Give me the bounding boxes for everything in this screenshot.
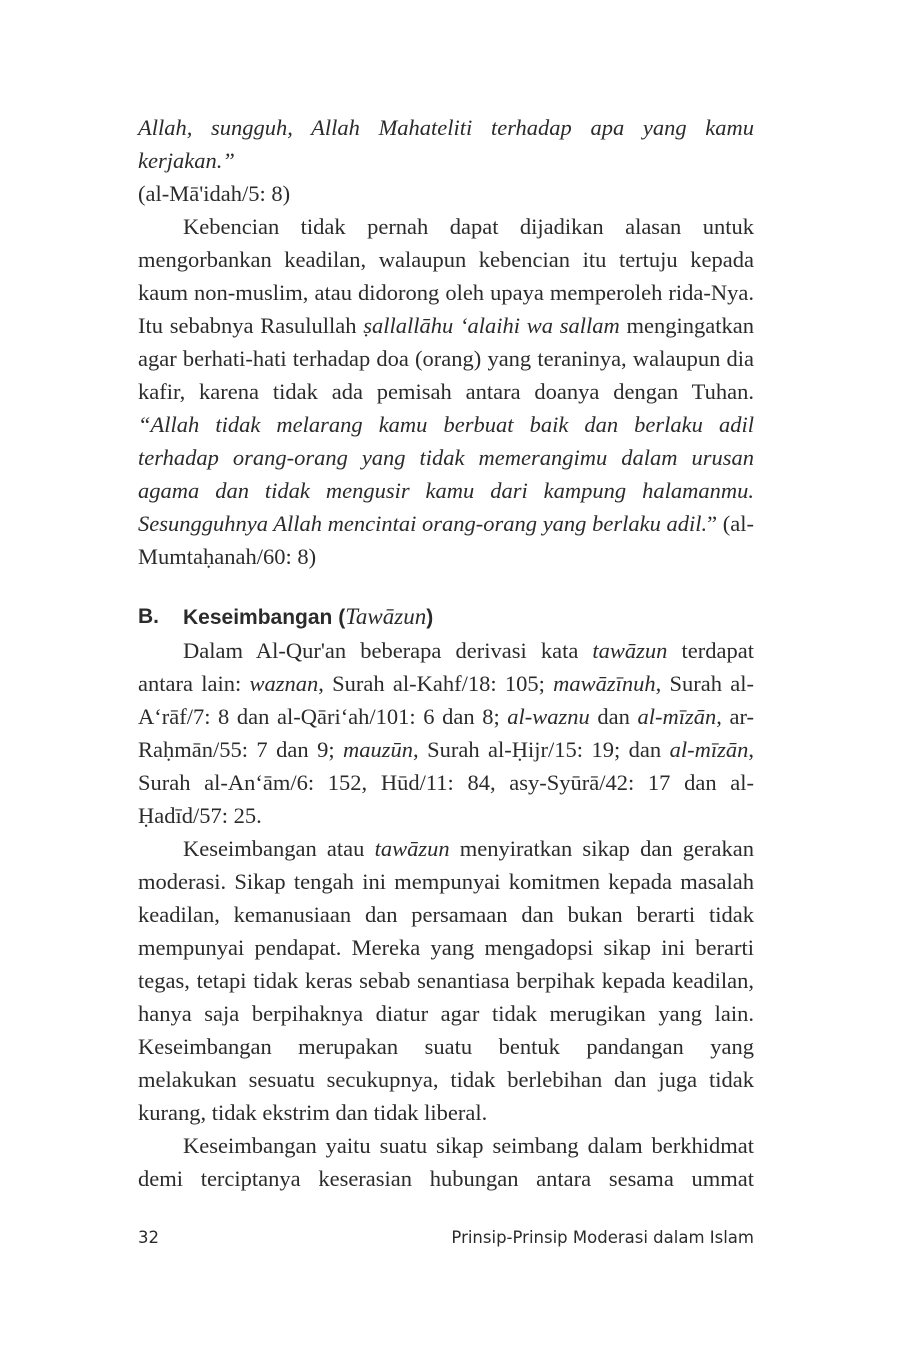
paragraph-quote-end [138,111,754,210]
paragraph-keseimbangan [138,1129,754,1195]
text-run: , ar-Raḥmān/55: 7 dan 9; [138,704,754,762]
italic-run: al-mīzān [669,737,749,762]
italic-quote: “Allah tidak melarang kamu berbuat baik dan berlaku adil terhadap orang-orang yang tidak memerangimu dalam urusan agama dan tidak mengusir kamu dari kampung halamanmu. Sesungguhnya Allah mencintai orang-orang yang berlaku adil. [138,412,754,536]
body-text [138,111,754,1195]
italic-run: al-waznu [507,704,590,729]
italic-run: waznan [249,671,319,696]
text-run: menyiratkan sikap dan gerakan moderasi. Sikap tengah ini mempunyai komitmen kepada masalah keadilan, kemanusiaan dan persamaan dan bukan berarti tidak mempunyai pendapat. Mereka yang mengadopsi sikap ini berarti tegas, tetapi tidak keras sebab senantiasa berpihak kepada keadilan, hanya saja berpihaknya diatur agar tidak merugikan yang lain. Keseimbangan merupakan suatu bentuk pandangan yang melakukan sesuatu secukupnya, tidak berlebihan dan juga tidak kurang, tidak ekstrim dan tidak liberal. [138,836,755,1125]
section-title-text: Keseimbangan ( [183,606,346,629]
text-run: Dalam Al-Qur'an beberapa derivasi kata [183,638,593,663]
paragraph-kebencian [138,210,754,573]
italic-run: ṣallallāhu ‘alaihi wa sallam [363,313,620,338]
text-run: , Surah al-An‘ām/6: 152, Hūd/11: 84, asy-Syūrā/42: 17 dan al-Ḥadīd/57: 25. [138,737,754,828]
text-run: mengingatkan agar berhati-hati terhadap doa (orang) yang teraninya, walaupun dia kafir, karena tidak ada pemisah antara doanya dengan Tuhan. [138,313,755,404]
section-title-close: ) [426,606,434,629]
section-title-italic: Tawāzun [345,604,427,629]
section-number: B. [138,605,159,628]
text-run: terdapat antara lain: [138,638,754,696]
page-footer [138,1225,754,1249]
text-run: Keseimbangan atau [183,836,375,861]
quote-reference: (al-Mā'idah/5: 8) [138,181,291,206]
italic-run: mawāzīnuh [553,671,656,696]
text-run: , Surah al-Kahf/18: 105; [318,671,554,696]
text-run: dan [589,704,638,729]
text-run: , Surah al-A‘rāf/7: 8 dan al-Qāri‘ah/101: 6 dan 8; [138,671,754,729]
text-run: Kebencian tidak pernah dapat dijadikan alasan untuk mengorbankan keadilan, walaupun kebencian itu tertuju kepada kaum non-muslim, atau didorong oleh upaya memperoleh rida-Nya. Itu sebabnya Rasulullah [138,214,754,338]
text-run: Keseimbangan yaitu suatu sikap seimbang dalam berkhidmat demi terciptanya keserasian hubungan antara sesama ummat [138,1133,754,1191]
italic-run: tawāzun [374,836,450,861]
italic-run: tawāzun [592,638,668,663]
page-number: 32 [138,1227,159,1247]
text-run: , Surah al-Ḥijr/15: 19; dan [413,737,670,762]
paragraph-derivasi [138,634,754,832]
running-title: Prinsip-Prinsip Moderasi dalam Islam [451,1227,754,1247]
text-run: ” (al-Mumtaḥanah/60: 8) [138,511,754,569]
section-heading [138,600,754,634]
italic-run: mauzūn [343,737,414,762]
italic-run: al-mīzān [637,704,717,729]
paragraph-tawazun [138,832,754,1129]
section-title [183,600,433,634]
quote-italic: Allah, sungguh, Allah Mahateliti terhadap apa yang kamu kerjakan.” [138,115,754,173]
